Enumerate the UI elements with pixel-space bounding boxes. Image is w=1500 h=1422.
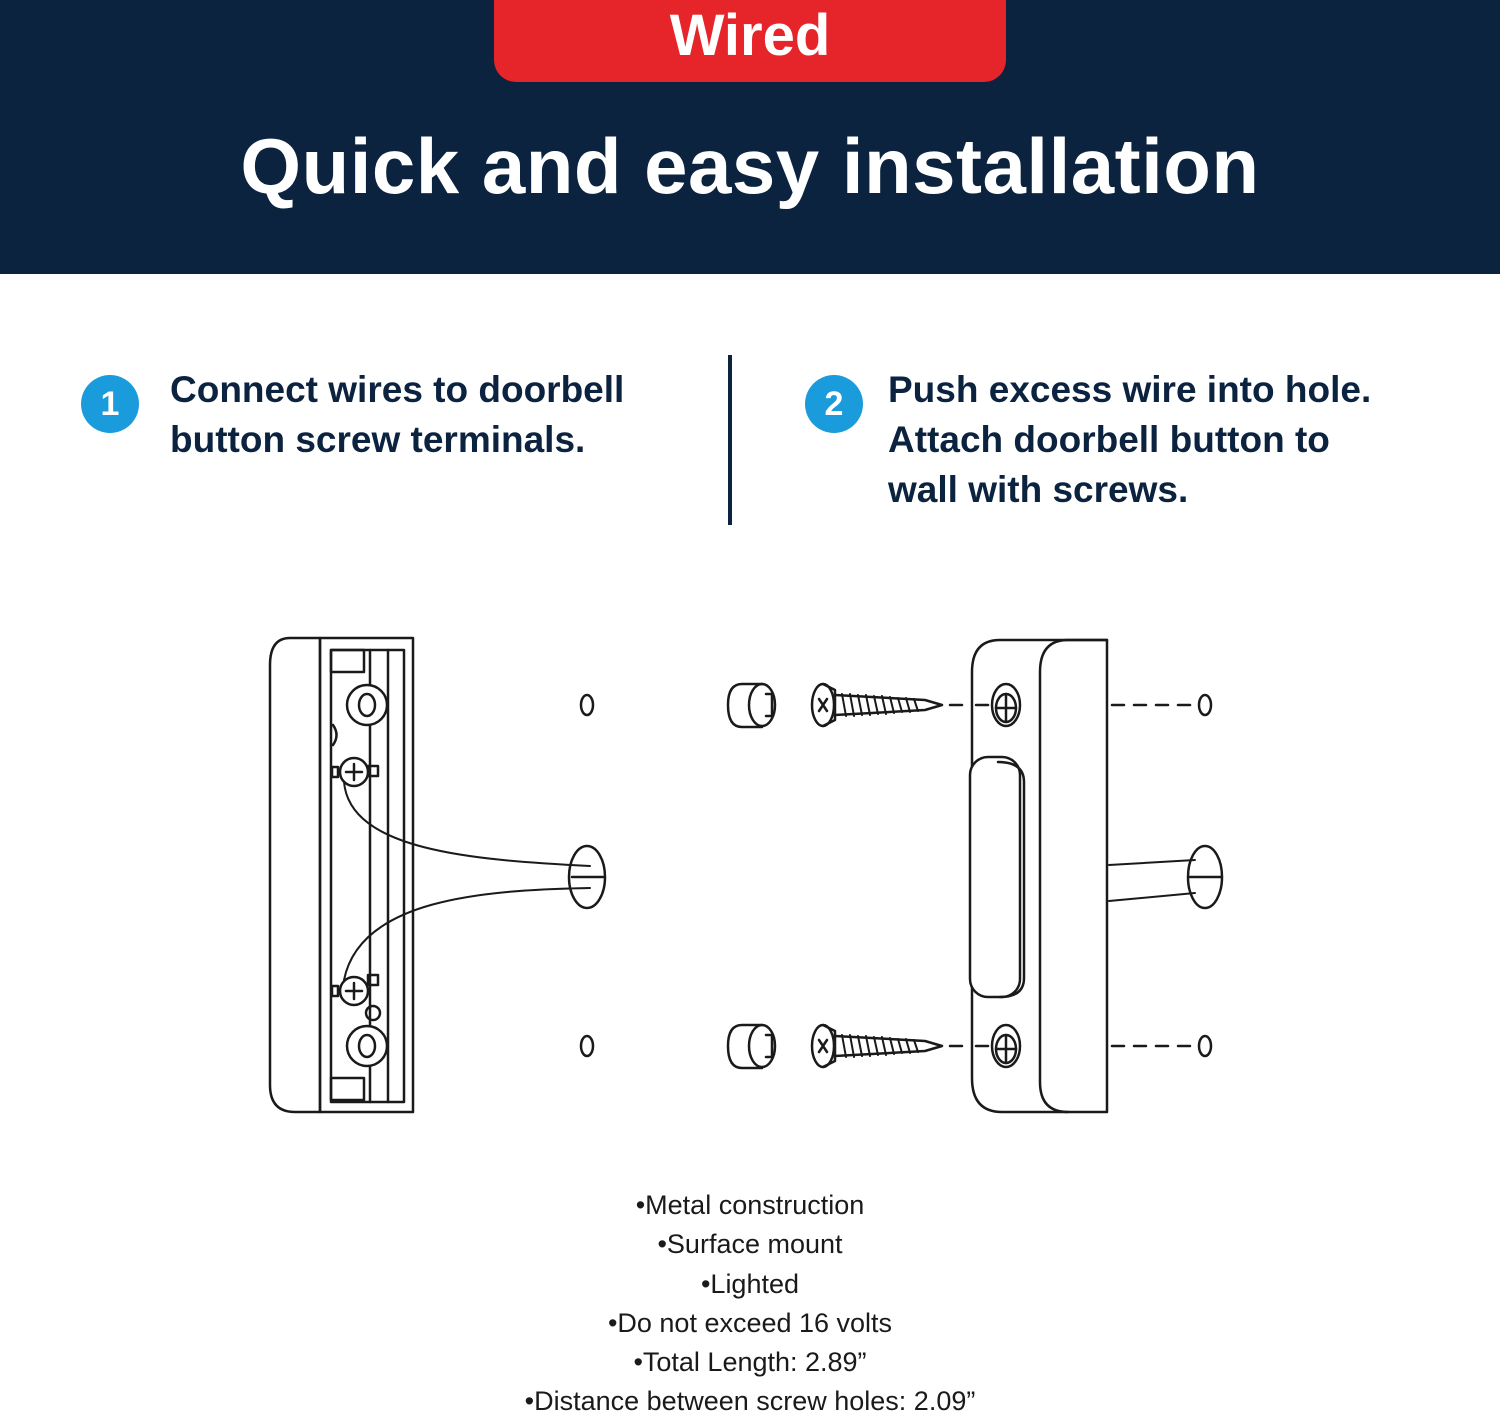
screw-top-illustration <box>812 684 988 726</box>
step-divider <box>728 355 732 525</box>
screw-bottom-illustration <box>812 1025 988 1067</box>
feature-item: • Metal construction <box>0 1186 1500 1225</box>
step-2-text: Push excess wire into hole. Attach doorbell button to wall with screws. <box>888 369 1372 510</box>
step-1-number-badge: 1 <box>81 375 139 433</box>
doorbell-button-back-illustration <box>270 638 605 1112</box>
wall-anchor-top-illustration <box>728 684 775 727</box>
feature-item: • Distance between screw holes: 2.09” <box>0 1382 1500 1421</box>
header-banner <box>0 0 1500 274</box>
wired-badge: Wired <box>494 0 1006 82</box>
installation-diagram <box>0 600 1500 1140</box>
page-title: Quick and easy installation <box>240 122 1260 210</box>
feature-list <box>0 1186 1500 1422</box>
feature-item: • Total Length: 2.89” <box>0 1343 1500 1382</box>
feature-item: • Do not exceed 16 volts <box>0 1304 1500 1343</box>
step-2-number-badge: 2 <box>805 375 863 433</box>
step-1-text: Connect wires to doorbell button screw terminals. <box>170 369 625 460</box>
feature-item: • Surface mount <box>0 1225 1500 1264</box>
feature-item: • Lighted <box>0 1265 1500 1304</box>
wall-anchor-bottom-illustration <box>728 1025 775 1068</box>
doorbell-button-front-illustration <box>970 640 1222 1112</box>
